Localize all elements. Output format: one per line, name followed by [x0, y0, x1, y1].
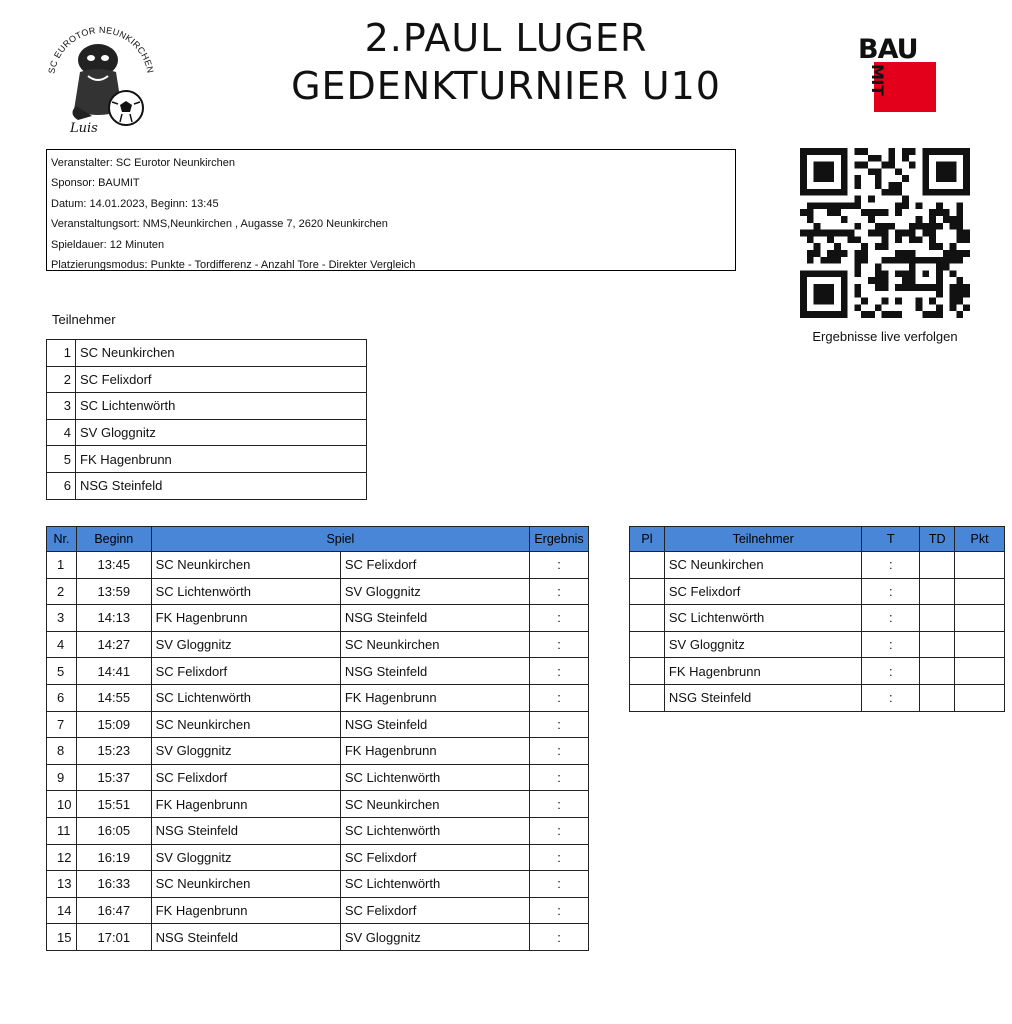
standings-points [955, 578, 1005, 605]
standings-place [630, 631, 665, 658]
standings-header-pl: Pl [630, 527, 665, 552]
game-start-time: 17:01 [76, 924, 151, 951]
participant-row [47, 340, 367, 367]
game-result: : [530, 791, 589, 818]
standings-place [630, 658, 665, 685]
standings-goals: : [862, 552, 920, 579]
club-logo-ring-text: SC EUROTOR NEUNKIRCHEN [46, 24, 156, 75]
event-info-box [46, 149, 736, 271]
club-logo-signature: Luis [70, 121, 98, 136]
standings-header-pkt: Pkt [955, 527, 1005, 552]
page-title [200, 14, 812, 110]
participant-name: NSG Steinfeld [76, 472, 367, 499]
game-away-team: SC Felixdorf [340, 552, 529, 579]
standings-row [630, 631, 1005, 658]
game-result: : [530, 897, 589, 924]
game-start-time: 14:27 [76, 631, 151, 658]
schedule-header-match: Spiel [151, 527, 529, 552]
game-away-team: SC Felixdorf [340, 897, 529, 924]
standings-points [955, 631, 1005, 658]
game-start-time: 13:59 [76, 578, 151, 605]
standings-goals: : [862, 658, 920, 685]
game-home-team: FK Hagenbrunn [151, 791, 340, 818]
standings-points [955, 605, 1005, 632]
game-home-team: SC Lichtenwörth [151, 684, 340, 711]
game-result: : [530, 871, 589, 898]
game-start-time: 16:47 [76, 897, 151, 924]
game-result: : [530, 924, 589, 951]
game-start-time: 13:45 [76, 552, 151, 579]
standings-goal-difference [920, 658, 955, 685]
participant-number: 1 [47, 340, 76, 367]
game-away-team: NSG Steinfeld [340, 605, 529, 632]
title-line-2: GEDENKTURNIER U10 [291, 64, 721, 108]
standings-goals: : [862, 605, 920, 632]
game-result: : [530, 658, 589, 685]
game-number: 9 [47, 764, 77, 791]
game-number: 6 [47, 684, 77, 711]
schedule-header-result: Ergebnis [530, 527, 589, 552]
game-result: : [530, 552, 589, 579]
sponsor-logo [858, 34, 938, 112]
schedule-row [47, 764, 589, 791]
schedule-row [47, 738, 589, 765]
game-away-team: SV Gloggnitz [340, 578, 529, 605]
participant-name: SC Lichtenwörth [76, 393, 367, 420]
game-number: 11 [47, 817, 77, 844]
game-away-team: SC Neunkirchen [340, 791, 529, 818]
standings-place [630, 605, 665, 632]
schedule-row [47, 711, 589, 738]
schedule-row [47, 817, 589, 844]
participant-number: 6 [47, 472, 76, 499]
standings-points [955, 684, 1005, 711]
game-start-time: 15:51 [76, 791, 151, 818]
schedule-row [47, 658, 589, 685]
standings-row [630, 578, 1005, 605]
standings-goals: : [862, 631, 920, 658]
standings-goal-difference [920, 631, 955, 658]
standings-team: SC Lichtenwörth [664, 605, 862, 632]
standings-header-td: TD [920, 527, 955, 552]
standings-row [630, 684, 1005, 711]
game-away-team: SC Felixdorf [340, 844, 529, 871]
participant-row [47, 366, 367, 393]
game-result: : [530, 578, 589, 605]
game-away-team: NSG Steinfeld [340, 658, 529, 685]
game-result: : [530, 817, 589, 844]
participant-name: SC Neunkirchen [76, 340, 367, 367]
participants-table [46, 339, 367, 500]
game-start-time: 14:55 [76, 684, 151, 711]
info-organizer: Veranstalter: SC Eurotor Neunkirchen [51, 157, 236, 169]
game-home-team: SV Gloggnitz [151, 738, 340, 765]
game-away-team: SC Neunkirchen [340, 631, 529, 658]
game-number: 8 [47, 738, 77, 765]
participants-heading: Teilnehmer [52, 312, 116, 327]
info-ranking-mode: Platzierungsmodus: Punkte - Tordifferenz - Anzahl Tore - Direkter Vergleich [51, 259, 416, 272]
game-home-team: SC Neunkirchen [151, 711, 340, 738]
participant-number: 5 [47, 446, 76, 473]
standings-header-team: Teilnehmer [664, 527, 862, 552]
game-home-team: SC Neunkirchen [151, 552, 340, 579]
game-start-time: 16:05 [76, 817, 151, 844]
game-away-team: SC Lichtenwörth [340, 871, 529, 898]
game-away-team: SV Gloggnitz [340, 924, 529, 951]
game-away-team: NSG Steinfeld [340, 711, 529, 738]
standings-points [955, 552, 1005, 579]
schedule-header-nr: Nr. [47, 527, 77, 552]
game-home-team: FK Hagenbrunn [151, 605, 340, 632]
participant-name: FK Hagenbrunn [76, 446, 367, 473]
schedule-header-begin: Beginn [76, 527, 151, 552]
standings-points [955, 658, 1005, 685]
participant-row [47, 393, 367, 420]
participant-number: 3 [47, 393, 76, 420]
schedule-header-row [47, 527, 589, 552]
schedule-row [47, 552, 589, 579]
game-number: 12 [47, 844, 77, 871]
game-result: : [530, 844, 589, 871]
info-duration: Spieldauer: 12 Minuten [51, 238, 165, 251]
standings-header-t: T [862, 527, 920, 552]
schedule-row [47, 578, 589, 605]
schedule-row [47, 844, 589, 871]
schedule-table [46, 526, 589, 951]
standings-team: SC Neunkirchen [664, 552, 862, 579]
football-icon [109, 91, 143, 125]
game-number: 15 [47, 924, 77, 951]
standings-goal-difference [920, 552, 955, 579]
game-start-time: 16:33 [76, 871, 151, 898]
game-away-team: FK Hagenbrunn [340, 684, 529, 711]
standings-row [630, 605, 1005, 632]
standings-place [630, 684, 665, 711]
qr-code-icon[interactable] [800, 148, 970, 318]
game-away-team: FK Hagenbrunn [340, 738, 529, 765]
game-number: 13 [47, 871, 77, 898]
info-date: Datum: 14.01.2023, Beginn: 13:45 [51, 197, 219, 210]
standings-row [630, 552, 1005, 579]
participant-row [47, 419, 367, 446]
game-start-time: 15:37 [76, 764, 151, 791]
game-home-team: SC Lichtenwörth [151, 578, 340, 605]
game-start-time: 14:13 [76, 605, 151, 632]
schedule-row [47, 684, 589, 711]
schedule-row [47, 631, 589, 658]
game-number: 3 [47, 605, 77, 632]
game-number: 4 [47, 631, 77, 658]
game-home-team: FK Hagenbrunn [151, 897, 340, 924]
game-result: : [530, 684, 589, 711]
standings-team: NSG Steinfeld [664, 684, 862, 711]
schedule-row [47, 897, 589, 924]
participant-name: SV Gloggnitz [76, 419, 367, 446]
sponsor-logo-side-text: MIT [868, 64, 887, 96]
participant-name: SC Felixdorf [76, 366, 367, 393]
standings-goals: : [862, 578, 920, 605]
game-result: : [530, 605, 589, 632]
schedule-row [47, 791, 589, 818]
game-away-team: SC Lichtenwörth [340, 817, 529, 844]
schedule-row [47, 871, 589, 898]
standings-table [629, 526, 1005, 712]
qr-caption: Ergebnisse live verfolgen [812, 329, 958, 344]
game-home-team: SV Gloggnitz [151, 844, 340, 871]
participant-row [47, 446, 367, 473]
game-home-team: SV Gloggnitz [151, 631, 340, 658]
game-number: 5 [47, 658, 77, 685]
game-home-team: SC Felixdorf [151, 658, 340, 685]
standings-team: SV Gloggnitz [664, 631, 862, 658]
standings-row [630, 658, 1005, 685]
info-sponsor: Sponsor: BAUMIT [51, 177, 140, 190]
club-logo [40, 10, 162, 136]
standings-goal-difference [920, 684, 955, 711]
standings-goals: : [862, 684, 920, 711]
info-venue: Veranstaltungsort: NMS,Neunkirchen , Augasse 7, 2620 Neunkirchen [51, 218, 388, 231]
schedule-row [47, 924, 589, 951]
standings-goal-difference [920, 605, 955, 632]
game-result: : [530, 738, 589, 765]
game-home-team: NSG Steinfeld [151, 817, 340, 844]
standings-goal-difference [920, 578, 955, 605]
schedule-row [47, 605, 589, 632]
game-home-team: SC Felixdorf [151, 764, 340, 791]
game-number: 1 [47, 552, 77, 579]
game-home-team: SC Neunkirchen [151, 871, 340, 898]
game-start-time: 14:41 [76, 658, 151, 685]
game-start-time: 16:19 [76, 844, 151, 871]
game-number: 10 [47, 791, 77, 818]
participant-number: 4 [47, 419, 76, 446]
standings-place [630, 578, 665, 605]
sponsor-logo-top-text: BAU [858, 34, 918, 65]
participant-row [47, 472, 367, 499]
game-result: : [530, 631, 589, 658]
standings-header-row [630, 527, 1005, 552]
standings-team: FK Hagenbrunn [664, 658, 862, 685]
title-line-1: 2.PAUL LUGER [364, 16, 648, 60]
game-start-time: 15:09 [76, 711, 151, 738]
standings-team: SC Felixdorf [664, 578, 862, 605]
game-away-team: SC Lichtenwörth [340, 764, 529, 791]
game-number: 2 [47, 578, 77, 605]
standings-place [630, 552, 665, 579]
game-home-team: NSG Steinfeld [151, 924, 340, 951]
game-start-time: 15:23 [76, 738, 151, 765]
game-result: : [530, 711, 589, 738]
game-number: 14 [47, 897, 77, 924]
game-result: : [530, 764, 589, 791]
participant-number: 2 [47, 366, 76, 393]
game-number: 7 [47, 711, 77, 738]
